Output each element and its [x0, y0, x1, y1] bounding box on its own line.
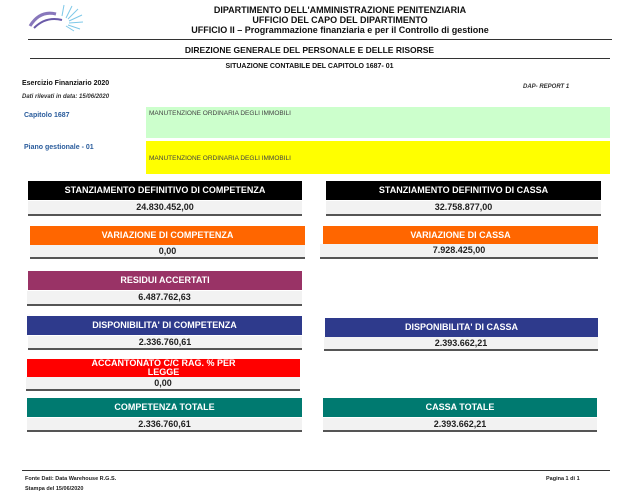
disponibilita-competenza-header: DISPONIBILITA' DI COMPETENZA: [27, 316, 302, 335]
page-number: Pagina 1 di 1: [546, 476, 580, 482]
disponibilita-cassa-value: 2.393.662,21: [324, 337, 598, 351]
residui-accertati-value: 6.487.762,63: [27, 291, 302, 306]
divider: [28, 39, 612, 40]
dap-logo-icon: [26, 4, 88, 32]
piano-label: Piano gestionale - 01: [24, 144, 94, 151]
esercizio-label: Esercizio Finanziario 2020: [22, 80, 110, 87]
data-rilevazione: Dati rilevati in data: 15/06/2020: [22, 94, 110, 100]
capitolo-label: Capitolo 1687: [24, 112, 70, 119]
footer-divider: [22, 470, 610, 471]
divider: [30, 58, 610, 59]
variazione-cassa-value: 7.928.425,00: [320, 244, 598, 259]
direzione-title: DIREZIONE GENERALE DEL PERSONALE E DELLE RISORSE: [184, 45, 435, 55]
variazione-competenza-value: 0,00: [30, 245, 305, 259]
cassa-totale-value: 2.393.662,21: [323, 418, 597, 432]
residui-accertati-header: RESIDUI ACCERTATI: [28, 271, 302, 290]
accantonato-header: ACCANTONATO C/C RAG. % PER LEGGE: [27, 359, 300, 377]
stanziamento-cassa-value: 32.758.877,00: [326, 201, 601, 216]
capitolo-description: MANUTENZIONE ORDINARIA DEGLI IMMOBILI: [146, 107, 610, 138]
fonte-dati: Fonte Dati: Data Warehouse R.G.S.: [25, 476, 117, 482]
variazione-cassa-header: VARIAZIONE DI CASSA: [323, 226, 598, 244]
department-title: DIPARTIMENTO DELL'AMMINISTRAZIONE PENITENZIARIA: [213, 5, 467, 15]
competenza-totale-header: COMPETENZA TOTALE: [27, 398, 302, 417]
report-title: SITUAZIONE CONTABILE DEL CAPITOLO 1687- 01: [225, 63, 394, 70]
stampa-date: Stampa del 15/06/2020: [25, 486, 84, 492]
office-title: UFFICIO DEL CAPO DEL DIPARTIMENTO: [252, 15, 428, 25]
stanziamento-competenza-value: 24.830.452,00: [28, 201, 302, 216]
variazione-competenza-header: VARIAZIONE DI COMPETENZA: [30, 226, 305, 245]
stanziamento-cassa-header: STANZIAMENTO DEFINITIVO DI CASSA: [326, 181, 601, 200]
disponibilita-competenza-value: 2.336.760,61: [28, 336, 302, 350]
competenza-totale-value: 2.336.760,61: [27, 418, 302, 432]
disponibilita-cassa-header: DISPONIBILITA' DI CASSA: [325, 318, 598, 337]
office-subtitle: UFFICIO II – Programmazione finanziaria e per il Controllo di gestione: [191, 25, 489, 35]
piano-description: MANUTENZIONE ORDINARIA DEGLI IMMOBILI: [146, 141, 610, 174]
accantonato-value: 0,00: [26, 377, 300, 391]
report-id: DAP- REPORT 1: [523, 84, 570, 90]
stanziamento-competenza-header: STANZIAMENTO DEFINITIVO DI COMPETENZA: [28, 181, 302, 200]
cassa-totale-header: CASSA TOTALE: [323, 398, 597, 417]
